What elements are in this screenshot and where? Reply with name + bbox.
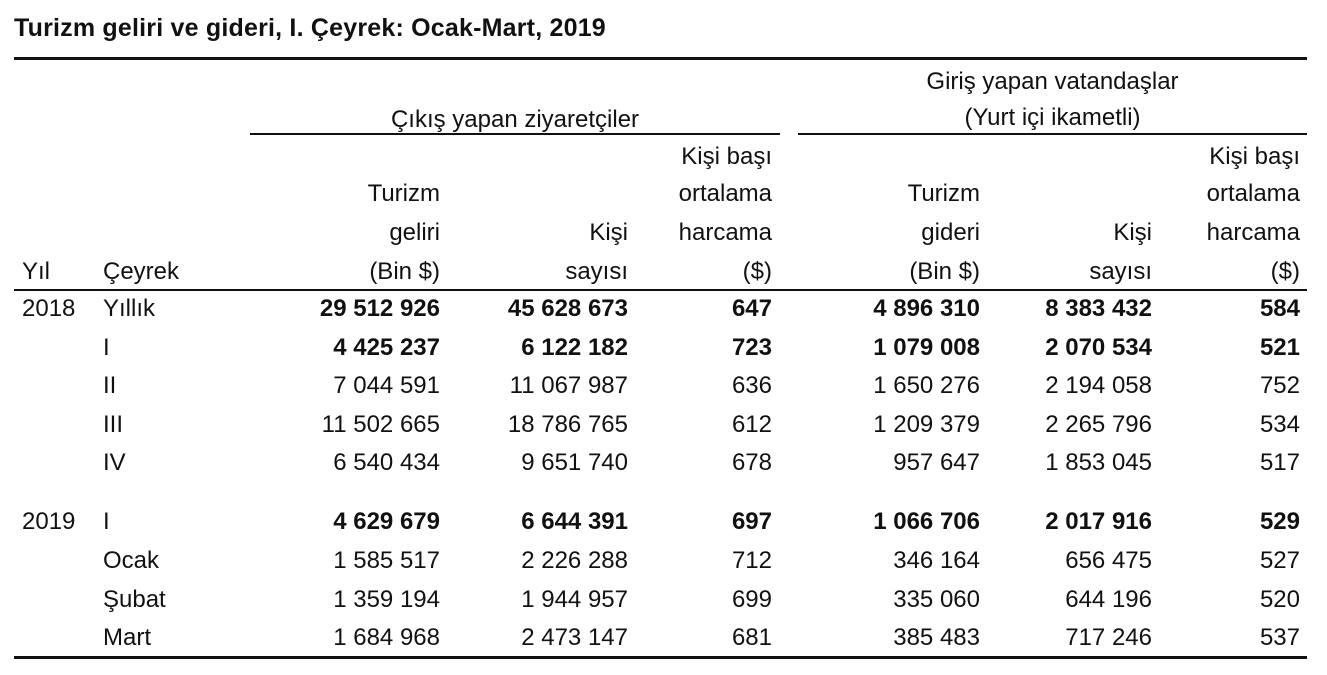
cell-tourism-revenue: 1 585 517	[333, 547, 440, 574]
cell-citizen-count: 656 475	[1065, 547, 1152, 574]
top-rule	[14, 57, 1307, 60]
cell-tourism-revenue: 4 629 679	[333, 508, 440, 535]
cell-citizen-count: 2 070 534	[1045, 334, 1152, 361]
cell-avg-spend-out: 723	[731, 334, 772, 361]
header-ceyrek: Çeyrek	[103, 258, 180, 285]
cell-visitor-count: 1 944 957	[521, 586, 628, 613]
cell-tourism-expense: 957 647	[893, 449, 980, 476]
cell-tourism-expense: 346 164	[893, 547, 980, 574]
cell-tourism-revenue: 1 359 194	[333, 586, 440, 613]
cell-tourism-expense: 4 896 310	[873, 295, 980, 322]
header-col1-line2: geliri	[389, 219, 440, 246]
header-col5-line1: Kişi	[1113, 219, 1152, 246]
header-col1-line1: Turizm	[367, 180, 440, 207]
header-col6-line3: harcama	[1206, 219, 1300, 246]
cell-avg-spend-in: 521	[1259, 334, 1300, 361]
cell-tourism-revenue: 29 512 926	[319, 295, 440, 322]
header-col6-line4: ($)	[1270, 258, 1300, 285]
cell-tourism-expense: 385 483	[893, 624, 980, 651]
table-title: Turizm geliri ve gideri, I. Çeyrek: Ocak-Mart, 2019	[14, 14, 606, 42]
cell-visitor-count: 6 644 391	[521, 508, 628, 535]
cell-tourism-revenue: 1 684 968	[333, 624, 440, 651]
cell-avg-spend-out: 681	[731, 624, 772, 651]
header-col6-line1: Kişi başı	[1209, 143, 1300, 170]
cell-tourism-expense: 1 079 008	[873, 334, 980, 361]
row-period: I	[103, 334, 110, 361]
cell-avg-spend-in: 534	[1259, 411, 1300, 438]
cell-avg-spend-out: 678	[731, 449, 772, 476]
cell-visitor-count: 2 473 147	[521, 624, 628, 651]
header-yil: Yıl	[22, 258, 51, 285]
cell-citizen-count: 2 017 916	[1045, 508, 1152, 535]
row-period: Mart	[103, 624, 151, 651]
cell-avg-spend-out: 697	[731, 508, 772, 535]
cell-visitor-count: 18 786 765	[507, 411, 628, 438]
cell-citizen-count: 8 383 432	[1045, 295, 1152, 322]
cell-citizen-count: 1 853 045	[1045, 449, 1152, 476]
cell-visitor-count: 2 226 288	[521, 547, 628, 574]
row-period: IV	[103, 449, 126, 476]
cell-avg-spend-in: 520	[1259, 586, 1300, 613]
group-header-residents: (Yurt içi ikametli)	[964, 104, 1141, 131]
cell-visitor-count: 45 628 673	[507, 295, 628, 322]
group-header-exiting-visitors: Çıkış yapan ziyaretçiler	[390, 106, 640, 133]
cell-tourism-expense: 335 060	[893, 586, 980, 613]
cell-avg-spend-in: 537	[1259, 624, 1300, 651]
row-period: Şubat	[103, 586, 166, 613]
header-col5-line2: sayısı	[1089, 258, 1152, 285]
header-col2-line2: sayısı	[565, 258, 628, 285]
cell-avg-spend-out: 712	[731, 547, 772, 574]
header-col3-line4: ($)	[742, 258, 772, 285]
cell-tourism-expense: 1 650 276	[873, 372, 980, 399]
cell-avg-spend-in: 584	[1259, 295, 1300, 322]
header-col4-line1: Turizm	[907, 180, 980, 207]
group-header-entering-citizens: Giriş yapan vatandaşlar	[926, 68, 1179, 95]
cell-avg-spend-in: 752	[1259, 372, 1300, 399]
cell-tourism-expense: 1 209 379	[873, 411, 980, 438]
row-year: 2018	[22, 295, 76, 322]
cell-visitor-count: 11 067 987	[509, 372, 628, 399]
header-col3-line1: Kişi başı	[681, 143, 772, 170]
cell-citizen-count: 644 196	[1065, 586, 1152, 613]
cell-avg-spend-out: 636	[731, 372, 772, 399]
cell-visitor-count: 9 651 740	[521, 449, 628, 476]
row-period: I	[103, 508, 110, 535]
header-col1-line3: (Bin $)	[369, 258, 440, 285]
cell-tourism-revenue: 11 502 665	[321, 411, 440, 438]
header-col2-line1: Kişi	[589, 219, 628, 246]
header-col6-line2: ortalama	[1206, 180, 1300, 207]
cell-avg-spend-in: 527	[1259, 547, 1300, 574]
cell-visitor-count: 6 122 182	[521, 334, 628, 361]
row-period: II	[103, 372, 117, 399]
bottom-rule	[14, 656, 1307, 659]
cell-citizen-count: 717 246	[1065, 624, 1152, 651]
cell-avg-spend-out: 699	[731, 586, 772, 613]
header-col3-line2: ortalama	[678, 180, 772, 207]
header-rule	[14, 289, 1307, 291]
cell-tourism-revenue: 6 540 434	[333, 449, 440, 476]
cell-tourism-revenue: 7 044 591	[333, 372, 440, 399]
row-period: Ocak	[103, 547, 160, 574]
cell-avg-spend-in: 529	[1259, 508, 1300, 535]
header-col3-line3: harcama	[678, 219, 772, 246]
header-col4-line3: (Bin $)	[909, 258, 980, 285]
cell-avg-spend-in: 517	[1259, 449, 1300, 476]
cell-citizen-count: 2 194 058	[1045, 372, 1152, 399]
cell-avg-spend-out: 612	[731, 411, 772, 438]
cell-tourism-expense: 1 066 706	[873, 508, 980, 535]
cell-tourism-revenue: 4 425 237	[333, 334, 440, 361]
row-year: 2019	[22, 508, 76, 535]
cell-citizen-count: 2 265 796	[1045, 411, 1152, 438]
row-period: Yıllık	[103, 295, 156, 322]
cell-avg-spend-out: 647	[731, 295, 772, 322]
row-period: III	[103, 411, 124, 438]
group-rule-left	[250, 133, 780, 135]
header-col4-line2: gideri	[921, 219, 980, 246]
group-rule-right	[798, 133, 1307, 135]
